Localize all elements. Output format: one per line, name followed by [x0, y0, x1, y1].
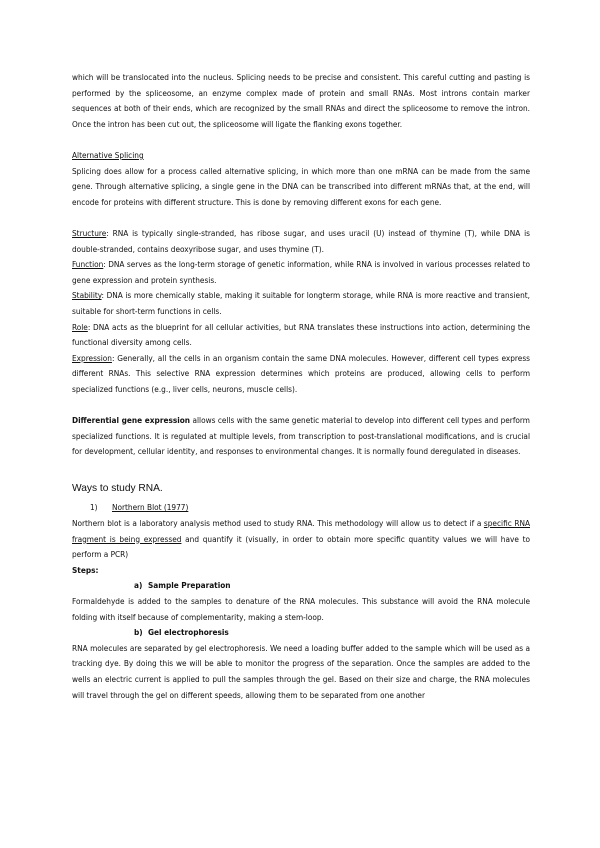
alternative-splicing-paragraph: Splicing does allow for a process called alternative splicing, in which more than one mRNA can be made from the same gene. Through alternative splicing, a single gene in the DNA can be transcribed into different mRNAs that, at the end, will encode for proteins with different structure. This is done by removing different exons for each gene.: [72, 165, 530, 207]
step-a-text: Formaldehyde is added to the samples to denature of the RNA molecules. This substance will avoid the RNA molecule folding with itself because of complementarity, making a stem-loop.: [72, 596, 530, 622]
term-structure: Structure: [72, 227, 107, 238]
description-end: and quantify it (visually, in order to obtain more specific quantity values we will have to perform a PCR): [72, 533, 530, 560]
item-number: 1): [90, 502, 98, 513]
spacer: [72, 460, 530, 476]
term-differential-gene-expression: Differential gene expression: [72, 415, 191, 426]
description-underlined: specific RNA fragment is being expressed: [72, 518, 530, 544]
term-role: Role: [72, 321, 88, 332]
spacer: [72, 397, 530, 413]
description-start: Northern blot is a laboratory analysis method used to study RNA. This methodology will allow us to detect if a: [72, 518, 484, 529]
comparison-structure: [72, 226, 530, 257]
comparison-expression: [72, 351, 530, 398]
differential-gene-expression-paragraph: [72, 413, 530, 460]
differential-gene-expression-text: allows cells with the same genetic material to develop into different cell types and perform specialized functions. It is regulated at multiple levels, from transcription to post-translational modifications, and is crucial for development, cellular identity, and responses to environmental changes. It is normally found deregulated in diseases.: [72, 415, 530, 457]
comparison-role: [72, 320, 530, 351]
step-b-letter: b): [134, 627, 143, 638]
section-heading-ways-to-study-rna: Ways to study RNA.: [72, 483, 163, 495]
document-page: [72, 70, 530, 703]
step-a-heading: [72, 578, 530, 594]
intro-paragraph: which will be translocated into the nucleus. Splicing needs to be precise and consistent. This careful cutting and pasting is performed by the spliceosome, an enzyme complex made of protein and small RNAs. Most introns contain marker sequences at both of their ends, which are recognized by the small RNAs and direct the spliceosome to remove the intron. Once the intron has been cut out, the spliceosome will ligate the flanking exons together.: [72, 72, 530, 129]
definition-expression: : Generally, all the cells in an organism contain the same DNA molecules. However, different cell types express different RNAs. This selective RNA expression determines which proteins are produced, allowing cells to perform specialized functions (e.g., liver cells, neurons, muscle cells).: [72, 352, 530, 394]
section-heading-alternative-splicing: Alternative Splicing: [72, 149, 144, 160]
item-title: Northern Blot (1977): [112, 502, 189, 513]
spacer: [72, 210, 530, 226]
step-b-text: RNA molecules are separated by gel electrophoresis. We need a loading buffer added to the sample which will be used as a tracking dye. By doing this we will be able to monitor the progress of the separation. Once the samples are added to the wells an electric current is applied to pull the samples through the gel. Based on their size and charge, the RNA molecules will travel through the gel on different speeds, allowing them to be separated from one another: [72, 642, 530, 700]
definition-function: : DNA serves as the long-term storage of genetic information, while RNA is involved in various processes related to gene expression and protein synthesis.: [72, 259, 530, 285]
definition-stability: : DNA is more chemically stable, making it suitable for longterm storage, while RNA is more reactive and transient, suitable for short-term functions in cells.: [72, 290, 530, 316]
numbered-item-northern-blot: [72, 500, 530, 516]
definition-structure: : RNA is typically single-stranded, has ribose sugar, and uses uracil (U) instead of thymine (T), while DNA is double-stranded, contains deoxyribose sugar, and uses thymine (T).: [72, 227, 530, 254]
steps-label: [72, 563, 530, 579]
term-expression: Expression: [72, 352, 112, 363]
definition-role: : DNA acts as the blueprint for all cellular activities, but RNA translates these instructions into action, determining the functional diversity among cells.: [72, 321, 530, 348]
step-b-heading: [72, 625, 530, 641]
comparison-stability: [72, 288, 530, 319]
spacer: [72, 132, 530, 148]
step-a-letter: a): [134, 580, 143, 591]
northern-blot-description: [72, 516, 530, 563]
steps-label-text: Steps:: [72, 564, 99, 575]
term-function: Function: [72, 259, 104, 270]
step-b-title: Gel electrophoresis: [148, 627, 229, 638]
comparison-function: [72, 257, 530, 288]
term-stability: Stability: [72, 290, 102, 301]
step-a-title: Sample Preparation: [148, 580, 231, 591]
